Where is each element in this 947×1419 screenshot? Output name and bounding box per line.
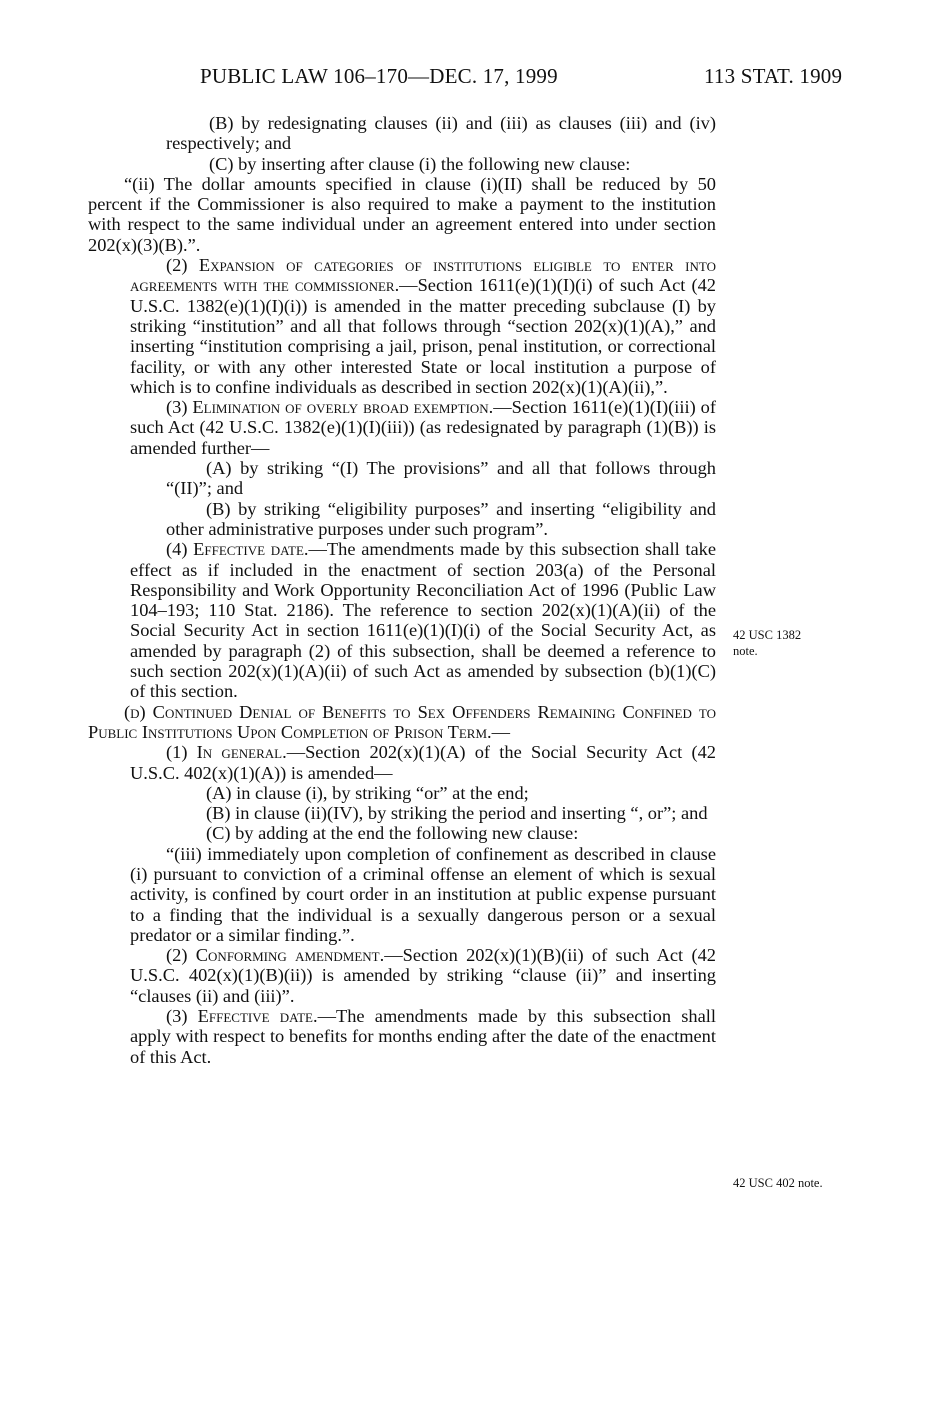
paragraph-3-heading: (3) Elimination of overly broad exemption. [166, 397, 494, 418]
paragraph-2-text: —Section 1611(e)(1)(I)(i) of such Act (42 U.S.C. 1382(e)(1)(I)(i)) is amended in the matter preceding subclause (I) by striking “institution” and all that follows through “section 202(x)(1)(A),” and inserting “institution comprising a jail, prison, penal institution, or correctional facility, or with any other interested State or local institution a purpose of which is to confine individuals as described in section 202(x)(1)(A)(ii),”. [130, 275, 716, 397]
d1-heading: (1) In general. [166, 742, 287, 763]
paragraph-3 [88, 397, 716, 458]
paragraph-2-heading: (2) Expansion of categories of institutions eligible to enter into agreements with the commissioner. [130, 255, 716, 296]
paragraph-4 [88, 539, 716, 701]
paragraph-4-heading: (4) Effective date. [166, 539, 309, 560]
page-header [0, 64, 947, 92]
d1-subparagraph-c: (C) by adding at the end the following new clause: [206, 823, 579, 844]
subsection-d [88, 702, 716, 743]
paragraph-2 [88, 255, 716, 397]
clause-c-inserting: (C) by inserting after clause (i) the following new clause: [209, 153, 631, 174]
d3-heading: (3) Effective date. [166, 1006, 318, 1027]
quoted-clause-ii: “(ii) The dollar amounts specified in clause (i)(II) shall be reduced by 50 percent if the Commissioner is also required to make a payment to the institution with respect to the same individual under an agreement entered into under section 202(x)(3)(B).”. [88, 173, 716, 255]
d3-text: —The amendments made by this subsection shall apply with respect to benefits for months ending after the date of the enactment of this Act. [130, 1006, 717, 1067]
paragraph-4-text: —The amendments made by this subsection shall take effect as if included in the enactment of section 203(a) of the Personal Responsibility and Work Opportunity Reconciliation Act of 1996 (Public Law 104–193; 110 Stat. 2186). The reference to section 202(x)(1)(A)(ii) of the Social Security Act in section 1611(e)(1)(I)(i) of the Social Security Act, as amended by paragraph (2) of this subsection, shall be deemed a reference to such section 202(x)(1)(A)(ii) of such Act as amended by subsection (b)(1)(C) of this section. [130, 539, 716, 702]
d1-quoted-clause-iii: “(iii) immediately upon completion of confinement as described in clause (i) pursuant to conviction of a criminal offense an element of which is sexual activity, is confined by court order in an institution at public expense pursuant to a finding that the individual is a sexually dangerous person or a sexual predator or a similar finding.”. [130, 843, 716, 945]
document-body [88, 113, 716, 1067]
paragraph-3-text: —Section 1611(e)(1)(I)(iii) of such Act (42 U.S.C. 1382(e)(1)(I)(iii)) (as redesignated by paragraph (1)(B)) is amended further— [130, 397, 716, 458]
header-stat: 113 STAT. 1909 [704, 64, 843, 88]
margin-note-1-suffix: note. [733, 644, 758, 658]
margin-note-1 [733, 627, 801, 659]
subsection-d-paragraph-3 [88, 1006, 716, 1067]
d1-subparagraph-a: (A) in clause (i), by striking “or” at the end; [206, 782, 529, 803]
d2-text: —Section 202(x)(1)(B)(ii) of such Act (42 U.S.C. 402(x)(1)(B)(ii)) is amended by striking “clause (ii)” and inserting “clauses (ii) and (iii)”. [130, 945, 716, 1006]
d2-heading: (2) Conforming amendment. [166, 945, 385, 966]
margin-note-2: 42 USC 402 note. [733, 1176, 823, 1190]
paragraph-3-subparagraph-b: (B) by striking “eligibility purposes” and inserting “eligibility and other administrative purposes under such program”. [166, 498, 716, 539]
clause-b-redesignating: (B) by redesignating clauses (ii) and (iii) as clauses (iii) and (iv) respectively; and [166, 113, 716, 154]
margin-note-1-citation: 42 USC 1382 [733, 628, 802, 642]
d1-text: —Section 202(x)(1)(A) of the Social Security Act (42 U.S.C. 402(x)(1)(A)) is amended— [130, 742, 716, 783]
d1-subparagraph-b: (B) in clause (ii)(IV), by striking the period and inserting “, or”; and [206, 803, 708, 824]
paragraph-3-subparagraph-a: (A) by striking “(I) The provisions” and all that follows through “(II)”; and [166, 458, 716, 499]
header-title: PUBLIC LAW 106–170—DEC. 17, 1999 [200, 64, 558, 88]
subsection-d-heading: (d) Continued Denial of Benefits to Sex Offenders Remaining Confined to Public Institutions Upon Completion of Prison Term. [88, 701, 716, 742]
subsection-d-dash: — [491, 721, 511, 742]
subsection-d-paragraph-2 [88, 945, 716, 1006]
subsection-d-paragraph-1 [88, 742, 716, 783]
